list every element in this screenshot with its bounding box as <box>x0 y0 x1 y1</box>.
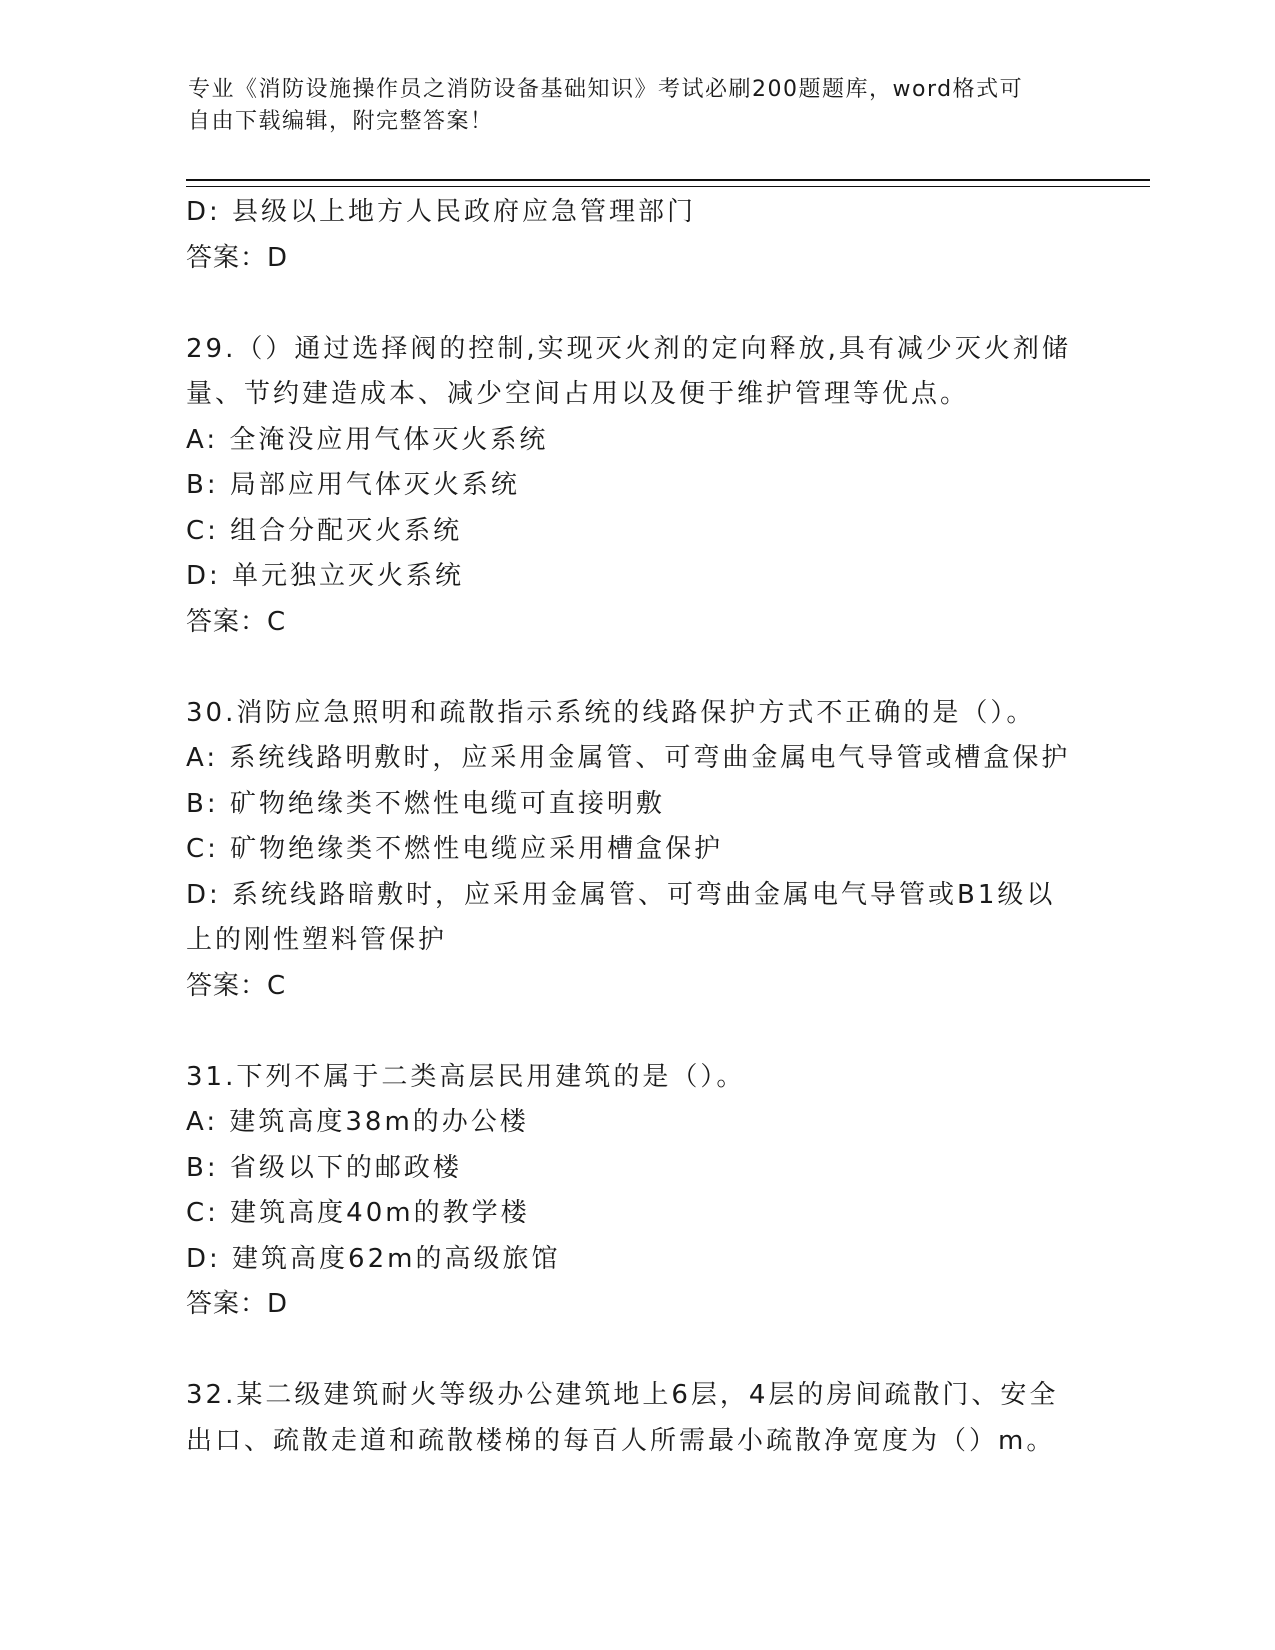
option-c: C: 建筑高度40m的教学楼 <box>186 1198 530 1228</box>
spacer <box>186 281 1086 327</box>
answer: 答案：D <box>186 1289 289 1319</box>
question-32 <box>186 1373 1086 1464</box>
question-stem: 29.（）通过选择阀的控制,实现灭火剂的定向释放,具有减少灭火剂储 <box>186 333 1071 364</box>
question-list <box>186 190 1086 1464</box>
option-b: B: 省级以下的邮政楼 <box>186 1152 462 1183</box>
option-b: B: 矿物绝缘类不燃性电缆可直接明敷 <box>186 788 665 819</box>
option-d: D: 单元独立灭火系统 <box>186 561 465 591</box>
option-c: C: 矿物绝缘类不燃性电缆应采用槽盒保护 <box>186 834 724 864</box>
header-line-1: 专业《消防设施操作员之消防设备基础知识》考试必刷200题题库，word格式可 <box>188 77 1024 102</box>
question-stem: 32.某二级建筑耐火等级办公建筑地上6层，4层的房间疏散门、安全 <box>186 1380 1059 1410</box>
option-d: D: 系统线路暗敷时，应采用金属管、可弯曲金属电气导管或B1级以 <box>186 879 1056 910</box>
spacer <box>186 645 1086 691</box>
option-d: D: 建筑高度62m的高级旅馆 <box>186 1243 561 1274</box>
option-c: C: 组合分配灭火系统 <box>186 515 463 546</box>
option-a: A: 系统线路明敷时，应采用金属管、可弯曲金属电气导管或槽盒保护 <box>186 743 1071 773</box>
option-a: A: 全淹没应用气体灭火系统 <box>186 424 549 455</box>
spacer <box>186 1009 1086 1055</box>
document-header <box>188 74 1088 138</box>
answer: 答案：C <box>186 970 287 1001</box>
header-line-2: 自由下载编辑，附完整答案！ <box>188 109 494 134</box>
question-30 <box>186 691 1086 1010</box>
spacer <box>186 1328 1086 1374</box>
option-b: B: 局部应用气体灭火系统 <box>186 470 520 500</box>
question-29 <box>186 327 1086 646</box>
question-31 <box>186 1055 1086 1328</box>
question-stem: 31.下列不属于二类高层民用建筑的是（）。 <box>186 1061 746 1092</box>
question-stem: 量、节约建造成本、减少空间占用以及便于维护管理等优点。 <box>186 379 970 409</box>
header-divider <box>186 179 1150 187</box>
answer: 答案：D <box>186 242 289 273</box>
option-d: D: 县级以上地方人民政府应急管理部门 <box>186 197 697 227</box>
question-stem: 出口、疏散走道和疏散楼梯的每百人所需最小疏散净宽度为（）m。 <box>186 1425 1056 1456</box>
option-d-continued: 上的刚性塑料管保护 <box>186 925 448 955</box>
question-stem: 30.消防应急照明和疏散指示系统的线路保护方式不正确的是（）。 <box>186 697 1036 728</box>
answer: 答案：C <box>186 606 287 637</box>
option-a: A: 建筑高度38m的办公楼 <box>186 1107 529 1137</box>
